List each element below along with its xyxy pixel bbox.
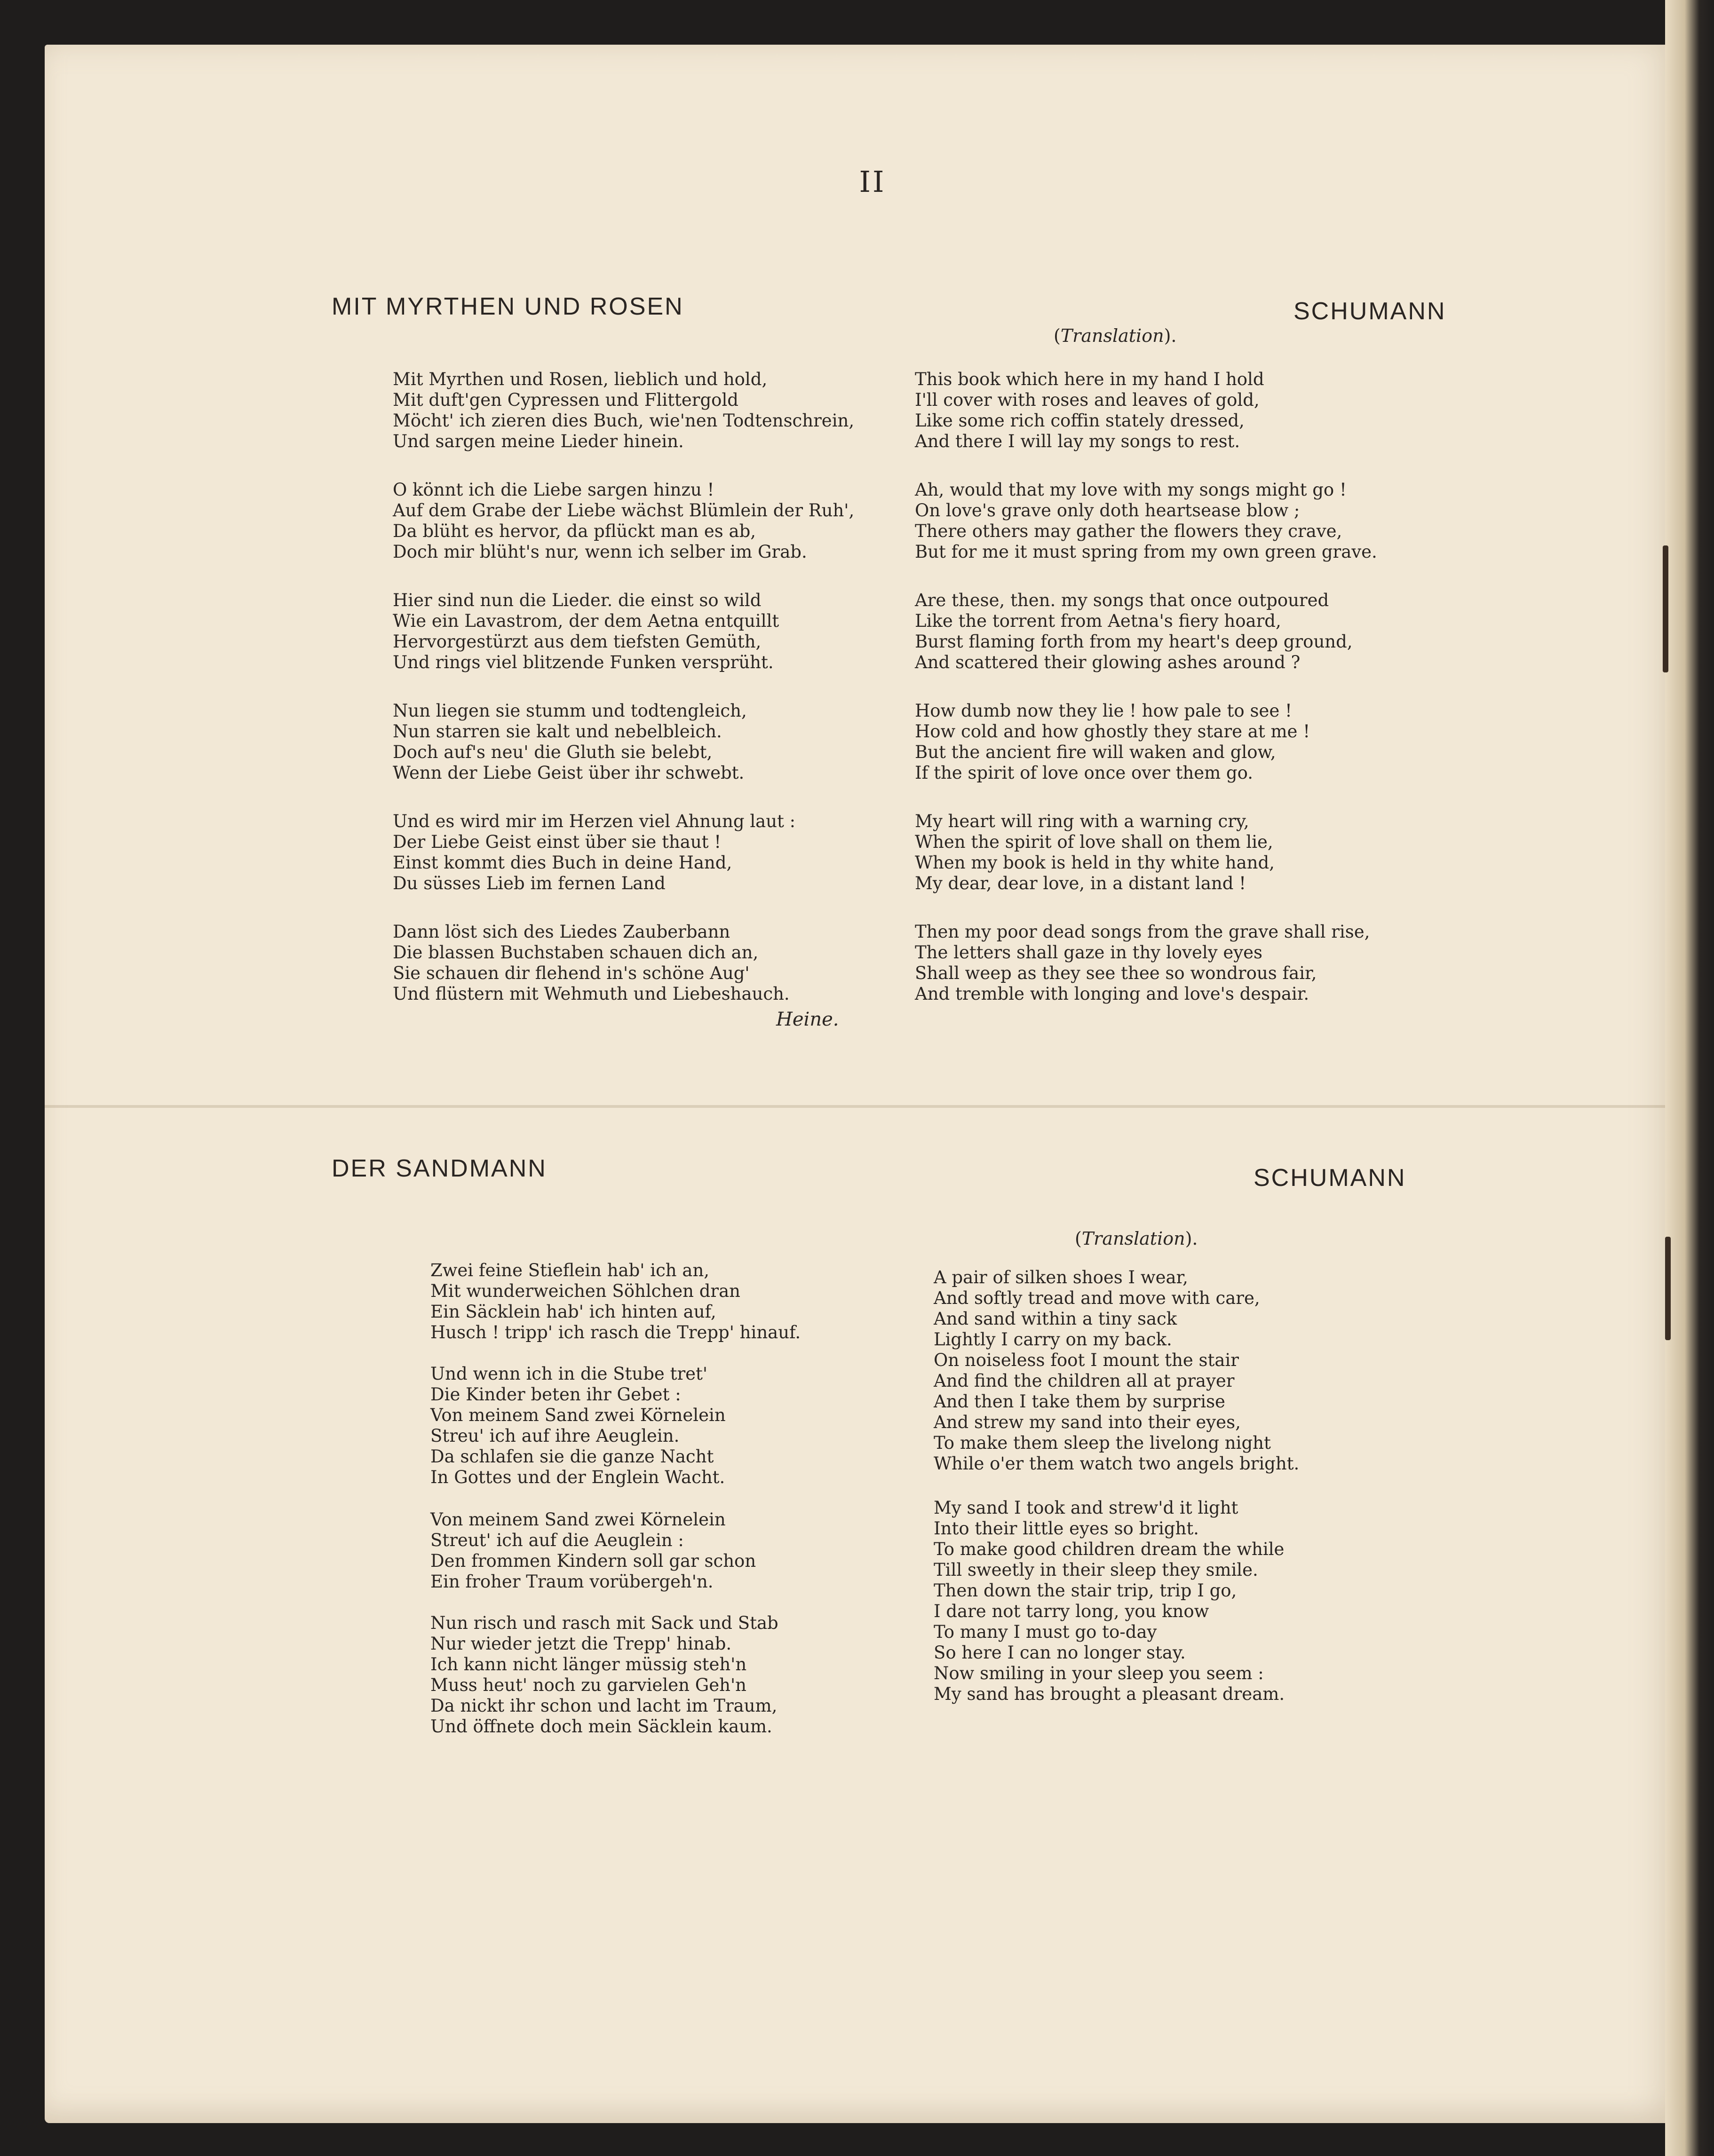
song2-german-line: Ein Säcklein hab' ich hinten auf, — [430, 1302, 716, 1322]
song2-german-line: Muss heut' noch zu garvielen Geh'n — [430, 1675, 746, 1695]
song2-translation-label: Translation — [1081, 1228, 1185, 1249]
song1-german-line: Und rings viel blitzende Funken versprüht. — [393, 652, 774, 672]
song2-german-line: Nun risch und rasch mit Sack und Stab — [430, 1613, 778, 1633]
song2-german-line: Die Kinder beten ihr Gebet : — [430, 1384, 681, 1405]
song1-german-line: Hervorgestürzt aus dem tiefsten Gemüth, — [393, 632, 762, 652]
song1-english-line: Are these, then. my songs that once outpoured — [915, 590, 1329, 610]
song1-german-line: Und sargen meine Lieder hinein. — [393, 431, 684, 451]
song1-author: Heine. — [776, 1009, 839, 1030]
binding-edge — [1665, 0, 1714, 2156]
song1-english-line: Like some rich coffin stately dressed, — [915, 411, 1245, 431]
song1-english-line: But for me it must spring from my own green grave. — [915, 542, 1377, 562]
song1-english-stanza — [915, 369, 1264, 452]
song2-english-line: So here I can no longer stay. — [934, 1643, 1186, 1663]
song2-english-line: My sand I took and strew'd it light — [934, 1498, 1238, 1518]
song1-english-line: My heart will ring with a warning cry, — [915, 811, 1249, 831]
song1-composer: SCHUMANN — [1293, 298, 1446, 325]
song2-german-line: Mit wunderweichen Söhlchen dran — [430, 1281, 740, 1301]
song2-english-line: Lightly I carry on my back. — [934, 1329, 1172, 1350]
song2-german-line: Von meinem Sand zwei Körnelein — [430, 1405, 726, 1425]
song1-english-stanza — [915, 922, 1370, 1004]
song2-english-line: Then down the stair trip, trip I go, — [934, 1580, 1237, 1601]
staple-mark-top — [1663, 545, 1668, 672]
song2-german-line: Ein froher Traum vorübergeh'n. — [430, 1572, 714, 1592]
song1-english-line: I'll cover with roses and leaves of gold, — [915, 390, 1260, 410]
song2-english-line: And strew my sand into their eyes, — [934, 1412, 1241, 1432]
song2-german-line: Und wenn ich in die Stube tret' — [430, 1364, 708, 1384]
page-number: II — [859, 165, 886, 199]
song1-german-stanza — [393, 922, 790, 1004]
song1-english-line: And tremble with longing and love's despair. — [915, 984, 1309, 1004]
staple-mark-bottom — [1665, 1237, 1671, 1340]
song2-english-line: And sand within a tiny sack — [934, 1309, 1177, 1329]
song2-english-stanza — [934, 1498, 1285, 1705]
song2-translation-note: (Translation). — [1075, 1228, 1198, 1249]
song1-translation-note: (Translation). — [1054, 325, 1177, 346]
song1-german-stanza — [393, 701, 747, 783]
song2-title: DER SANDMANN — [332, 1155, 547, 1182]
song1-german-line: Der Liebe Geist einst über sie thaut ! — [393, 832, 722, 852]
song2-german-line: Da schlafen sie die ganze Nacht — [430, 1446, 714, 1467]
song2-german-line: Zwei feine Stieflein hab' ich an, — [430, 1260, 710, 1280]
song2-german-line: Von meinem Sand zwei Körnelein — [430, 1509, 726, 1530]
song2-english-line: And softly tread and move with care, — [934, 1288, 1260, 1308]
song1-german-line: Auf dem Grabe der Liebe wächst Blümlein der Ruh', — [393, 500, 855, 521]
song2-english-line: To make good children dream the while — [934, 1539, 1285, 1559]
song1-english-line: How dumb now they lie ! how pale to see ! — [915, 701, 1292, 721]
song2-english-line: And find the children all at prayer — [934, 1371, 1235, 1391]
song2-german-stanza — [430, 1509, 756, 1592]
song1-english-line: When my book is held in thy white hand, — [915, 853, 1275, 873]
song2-english-line: On noiseless foot I mount the stair — [934, 1350, 1239, 1370]
song2-english-line: To many I must go to-day — [934, 1622, 1157, 1642]
song1-german-stanza — [393, 480, 854, 562]
song1-english-line: Like the torrent from Aetna's fiery hoard, — [915, 611, 1281, 631]
song1-german-stanza — [393, 590, 779, 673]
song2-english-stanza — [934, 1267, 1299, 1474]
song1-english-stanza — [915, 480, 1377, 562]
song2-german-stanza — [430, 1260, 801, 1343]
song2-english-line: And then I take them by surprise — [934, 1391, 1225, 1412]
song1-german-line: Einst kommt dies Buch in deine Hand, — [393, 853, 732, 873]
song1-english-line: When the spirit of love shall on them lie, — [915, 832, 1273, 852]
song1-english-line: How cold and how ghostly they stare at me ! — [915, 721, 1310, 742]
song1-english-line: Ah, would that my love with my songs might go ! — [915, 480, 1347, 500]
song1-german-line: Mit Myrthen und Rosen, lieblich und hold, — [393, 369, 768, 389]
song1-german-line: Nun starren sie kalt und nebelbleich. — [393, 721, 722, 742]
song1-english-line: Burst flaming forth from my heart's deep ground, — [915, 632, 1353, 652]
song2-german-line: Ich kann nicht länger müssig steh'n — [430, 1654, 747, 1674]
song1-english-stanza — [915, 701, 1310, 783]
song1-german-stanza — [393, 811, 795, 894]
song2-german-stanza — [430, 1364, 726, 1488]
song1-title: MIT MYRTHEN UND ROSEN — [332, 293, 684, 320]
song1-german-line: Hier sind nun die Lieder. die einst so wild — [393, 590, 762, 610]
song2-english-line: I dare not tarry long, you know — [934, 1601, 1209, 1621]
song2-english-line: Till sweetly in their sleep they smile. — [934, 1560, 1258, 1580]
song1-english-line: There others may gather the flowers they crave, — [915, 521, 1342, 541]
page-fold — [45, 1105, 1677, 1108]
song1-english-line: Then my poor dead songs from the grave shall rise, — [915, 922, 1370, 942]
song2-german-line: Da nickt ihr schon und lacht im Traum, — [430, 1696, 778, 1716]
song1-german-line: Und flüstern mit Wehmuth und Liebeshauch. — [393, 984, 790, 1004]
song2-english-line: To make them sleep the livelong night — [934, 1433, 1271, 1453]
song1-english-line: If the spirit of love once over them go. — [915, 763, 1254, 783]
song2-german-line: Nur wieder jetzt die Trepp' hinab. — [430, 1634, 732, 1654]
song2-german-line: Streut' ich auf die Aeuglein : — [430, 1530, 684, 1550]
song1-english-stanza — [915, 811, 1275, 894]
song1-german-line: O könnt ich die Liebe sargen hinzu ! — [393, 480, 714, 500]
song1-german-line: Die blassen Buchstaben schauen dich an, — [393, 942, 759, 963]
song1-german-line: Doch auf's neu' die Gluth sie belebt, — [393, 742, 713, 762]
song1-english-line: My dear, dear love, in a distant land ! — [915, 873, 1246, 893]
song1-english-line: The letters shall gaze in thy lovely eyes — [915, 942, 1263, 963]
song1-english-line: Shall weep as they see thee so wondrous fair, — [915, 963, 1317, 983]
song2-german-stanza — [430, 1613, 778, 1737]
song1-german-stanza — [393, 369, 854, 452]
song1-german-line: Da blüht es hervor, da pflückt man es ab, — [393, 521, 756, 541]
song1-german-line: Wie ein Lavastrom, der dem Aetna entquillt — [393, 611, 779, 631]
song2-english-line: A pair of silken shoes I wear, — [934, 1267, 1188, 1287]
song1-english-line: This book which here in my hand I hold — [915, 369, 1264, 389]
song2-english-line: My sand has brought a pleasant dream. — [934, 1684, 1285, 1704]
song2-german-line: Den frommen Kindern soll gar schon — [430, 1551, 756, 1571]
song2-german-line: Und öffnete doch mein Säcklein kaum. — [430, 1716, 772, 1737]
song1-english-line: And scattered their glowing ashes around ? — [915, 652, 1301, 672]
song1-translation-label: Translation — [1060, 325, 1164, 346]
song1-german-line: Doch mir blüht's nur, wenn ich selber im Grab. — [393, 542, 807, 562]
song2-german-line: Husch ! tripp' ich rasch die Trepp' hinauf. — [430, 1322, 801, 1343]
song1-german-line: Dann löst sich des Liedes Zauberbann — [393, 922, 730, 942]
paper-page — [45, 45, 1677, 2123]
song1-english-stanza — [915, 590, 1353, 673]
song1-german-line: Wenn der Liebe Geist über ihr schwebt. — [393, 763, 745, 783]
song1-german-line: Und es wird mir im Herzen viel Ahnung laut : — [393, 811, 796, 831]
song2-english-line: Now smiling in your sleep you seem : — [934, 1663, 1264, 1683]
song1-english-line: But the ancient fire will waken and glow, — [915, 742, 1276, 762]
song2-composer: SCHUMANN — [1254, 1164, 1406, 1192]
song1-german-line: Mit duft'gen Cypressen und Flittergold — [393, 390, 738, 410]
song1-german-line: Möcht' ich zieren dies Buch, wie'nen Todtenschrein, — [393, 411, 855, 431]
song2-english-line: While o'er them watch two angels bright. — [934, 1453, 1300, 1474]
song1-german-line: Sie schauen dir flehend in's schöne Aug' — [393, 963, 750, 983]
song1-english-line: And there I will lay my songs to rest. — [915, 431, 1240, 451]
song1-german-line: Nun liegen sie stumm und todtengleich, — [393, 701, 747, 721]
song2-german-line: In Gottes und der Englein Wacht. — [430, 1467, 725, 1487]
song1-english-line: On love's grave only doth heartsease blow ; — [915, 500, 1300, 521]
song1-german-line: Du süsses Lieb im fernen Land — [393, 873, 666, 893]
song2-english-line: Into their little eyes so bright. — [934, 1518, 1199, 1539]
song2-german-line: Streu' ich auf ihre Aeuglein. — [430, 1426, 680, 1446]
